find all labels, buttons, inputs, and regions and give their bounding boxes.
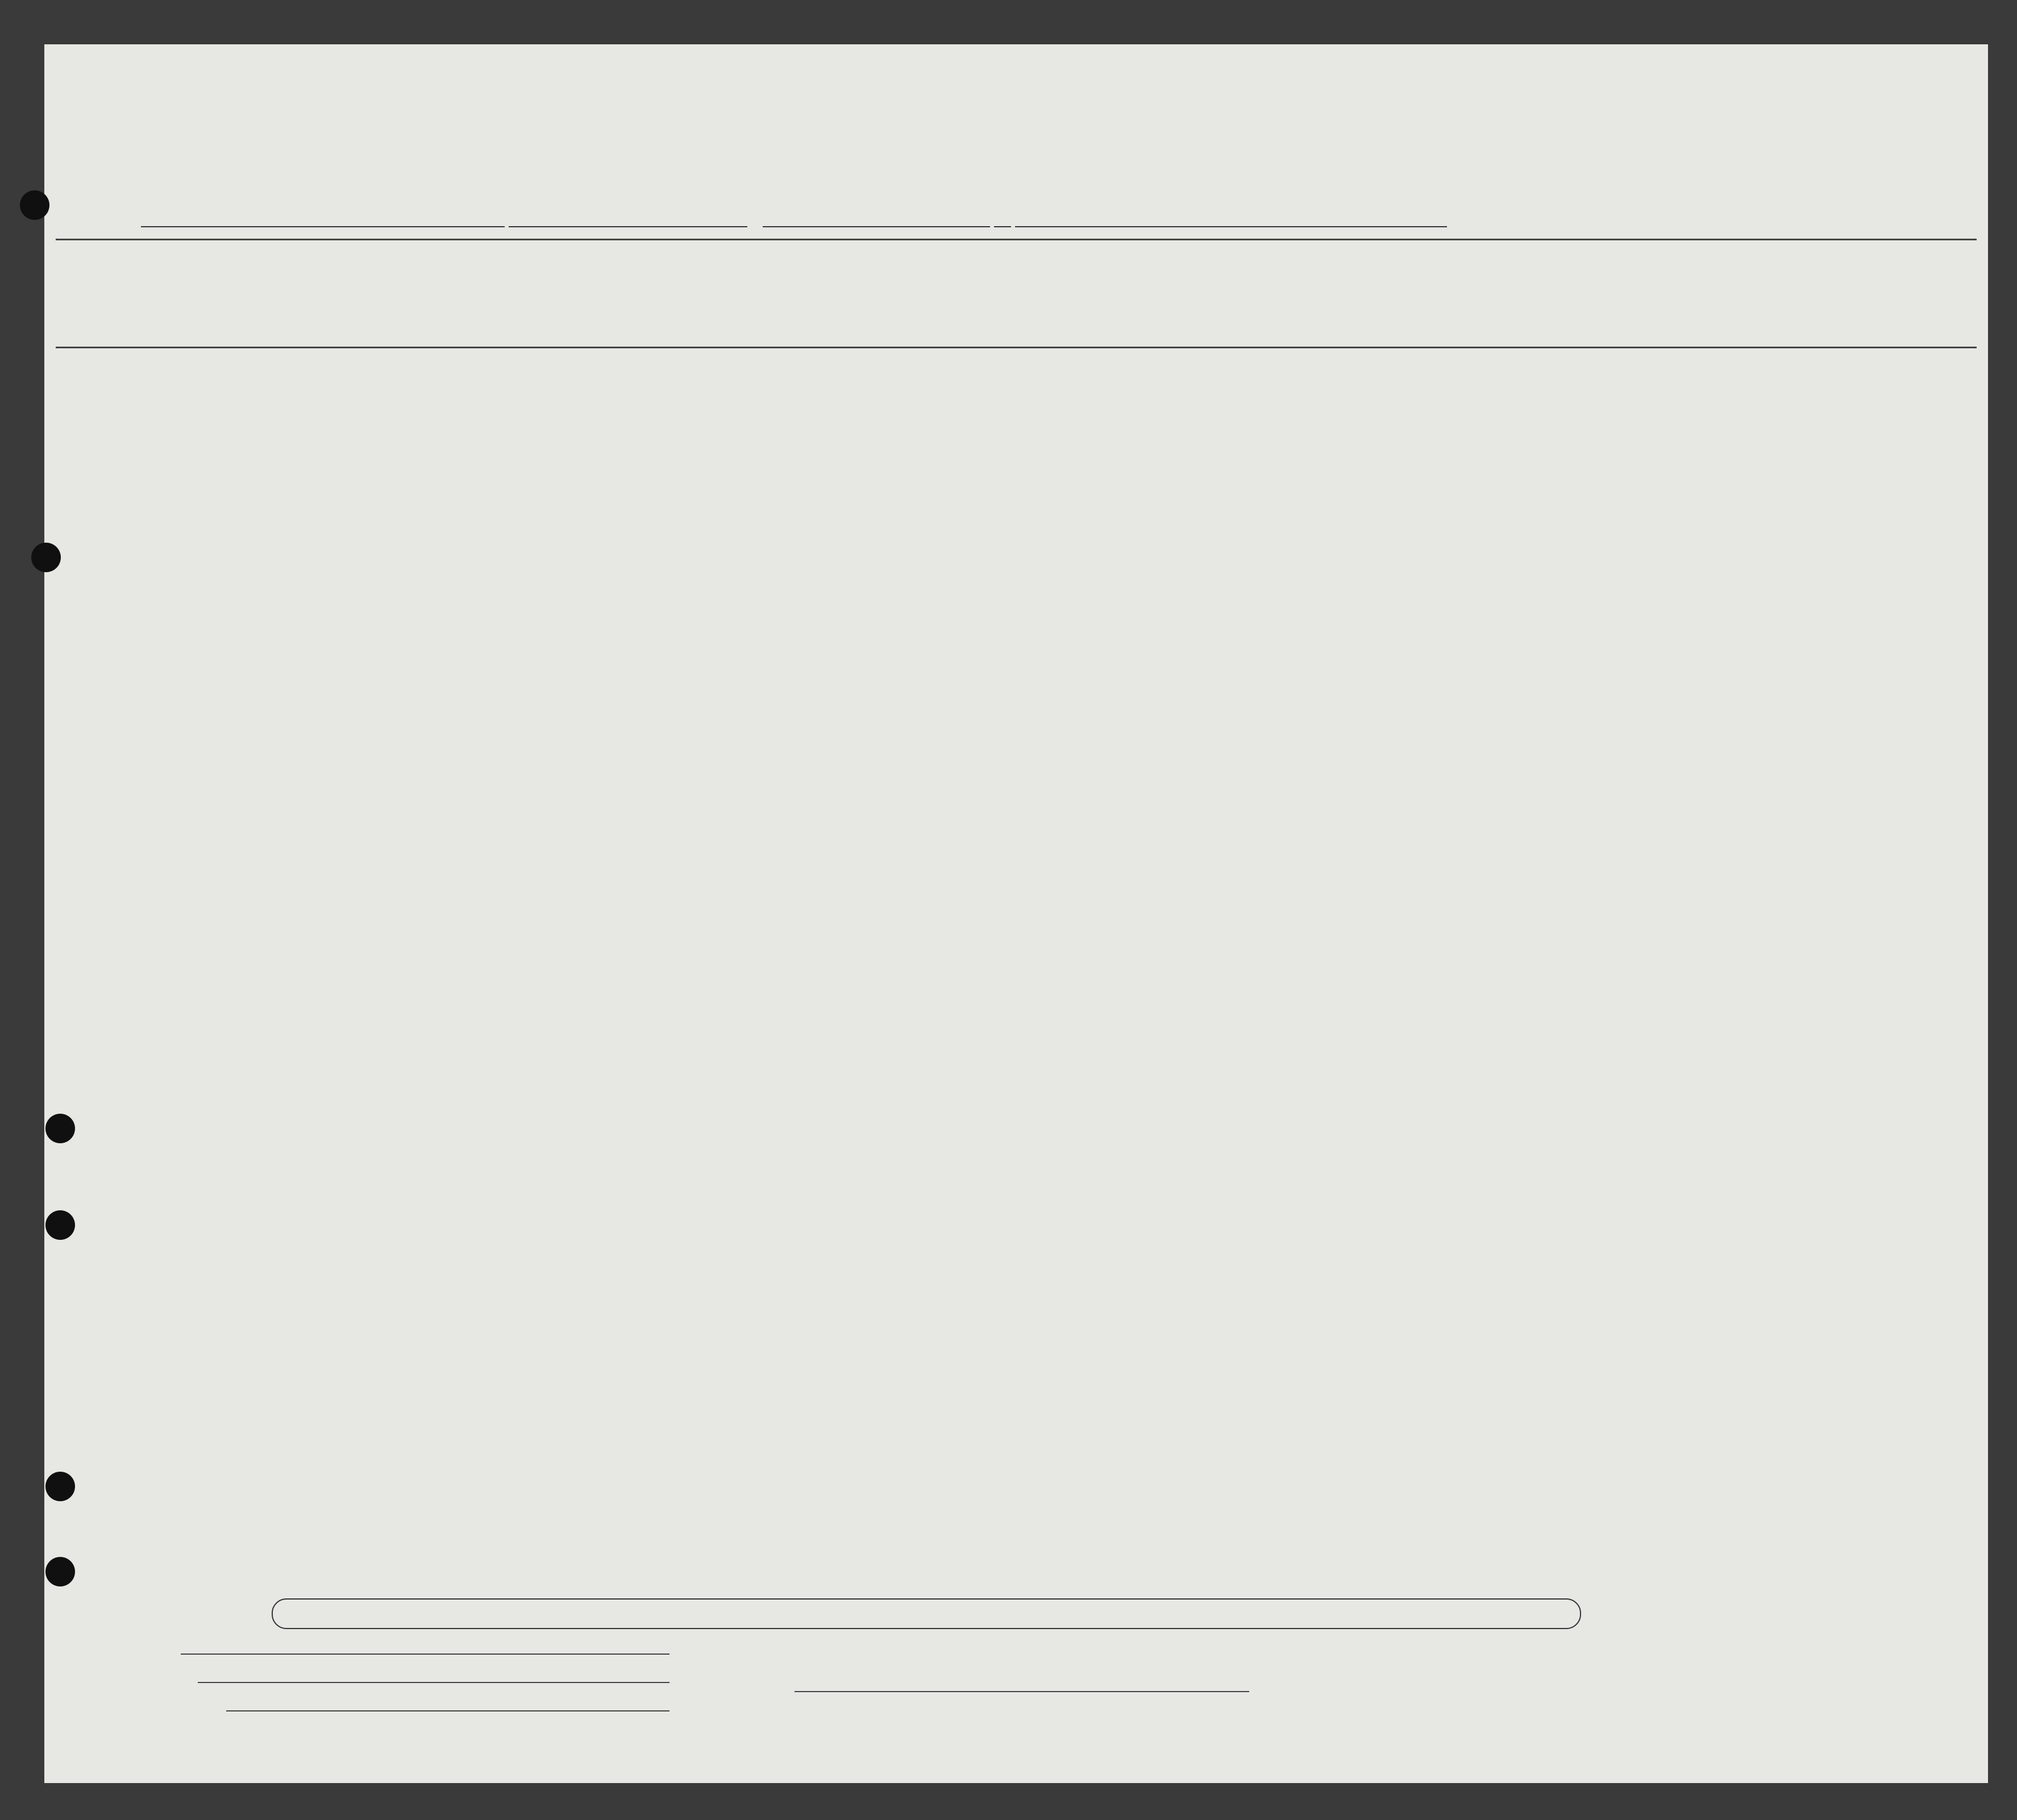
punch-hole — [20, 190, 49, 220]
arriving-blank — [509, 213, 747, 227]
date-blank — [763, 213, 990, 227]
agents-blank — [226, 1710, 669, 1711]
manifest-sheet — [44, 44, 1988, 1783]
punch-hole — [31, 543, 61, 572]
vessel-blank — [141, 213, 505, 227]
line-blank — [181, 1654, 669, 1655]
punch-hole — [45, 1210, 75, 1240]
punch-hole — [45, 1114, 75, 1143]
inspector-blank — [795, 1691, 1249, 1692]
bottom-annotation — [272, 1598, 1581, 1629]
year-blank — [994, 213, 1011, 227]
punch-hole — [45, 1557, 75, 1586]
header-bottom-rule — [56, 347, 1977, 348]
vessel-line — [141, 209, 1447, 227]
owners-blank — [198, 1682, 669, 1683]
header-rule — [56, 239, 1977, 240]
punch-hole — [45, 1472, 75, 1501]
from-port-blank — [1015, 213, 1447, 227]
